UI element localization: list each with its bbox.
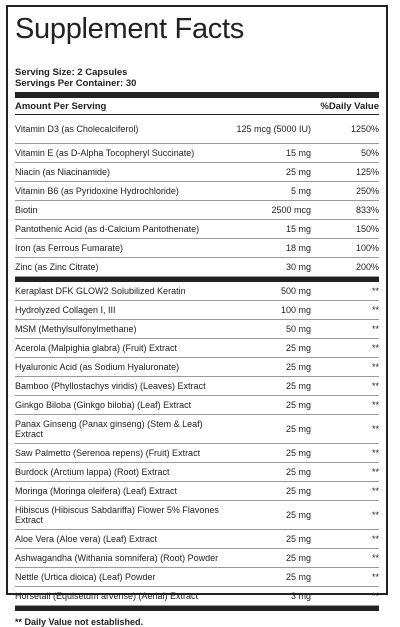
ingredient-name: Vitamin E (as D-Alpha Tocopheryl Succinate) xyxy=(15,147,195,158)
ingredient-daily-value: ** xyxy=(371,571,379,582)
ingredient-daily-value: ** xyxy=(371,361,379,372)
ingredient-row xyxy=(15,220,379,239)
ingredient-daily-value: ** xyxy=(371,447,379,458)
ingredient-row xyxy=(15,482,379,501)
ingredient-amount: 25 mg xyxy=(285,509,311,520)
column-header-row xyxy=(15,98,379,114)
ingredient-amount: 3 mg xyxy=(290,590,311,601)
ingredient-amount: 25 mg xyxy=(285,552,311,563)
ingredient-name: Hydrolyzed Collagen I, III xyxy=(15,304,116,315)
ingredient-amount: 500 mg xyxy=(280,285,311,296)
daily-value-header: %Daily Value xyxy=(320,100,379,112)
ingredient-daily-value: ** xyxy=(371,342,379,353)
footnote: ** Daily Value not established. xyxy=(15,617,144,627)
ingredient-daily-value: ** xyxy=(371,590,379,601)
ingredient-name: Burdock (Arctium lappa) (Root) Extract xyxy=(15,466,170,477)
ingredient-name: Vitamin B6 (as Pyridoxine Hydrochloride) xyxy=(15,185,179,196)
ingredient-row xyxy=(15,339,379,358)
ingredient-daily-value: 833% xyxy=(355,204,379,215)
ingredient-name: Zinc (as Zinc Citrate) xyxy=(15,261,99,272)
section-divider-bottom xyxy=(15,606,379,611)
ingredient-daily-value: ** xyxy=(371,533,379,544)
ingredient-daily-value: ** xyxy=(371,552,379,563)
supplement-facts-panel xyxy=(6,5,388,627)
ingredient-daily-value: ** xyxy=(371,485,379,496)
amount-per-serving-header: Amount Per Serving xyxy=(15,100,107,112)
serving-size: Serving Size: 2 Capsules xyxy=(15,67,128,78)
ingredient-row xyxy=(15,163,379,182)
ingredient-amount: 30 mg xyxy=(285,261,311,272)
ingredient-daily-value: ** xyxy=(371,323,379,334)
ingredient-name: Horsetail (Equisetum arvense) (Aerial) Extract xyxy=(15,590,199,601)
ingredient-name: Ashwagandha (Withania somnifera) (Root) Powder xyxy=(15,552,219,563)
ingredient-name: Acerola (Malpighia glabra) (Fruit) Extract xyxy=(15,342,178,353)
ingredient-name: MSM (Methylsulfonylmethane) xyxy=(15,323,137,334)
ingredient-amount: 25 mg xyxy=(285,380,311,391)
ingredient-row xyxy=(15,239,379,258)
ingredient-row xyxy=(15,530,379,549)
ingredient-daily-value: 250% xyxy=(355,185,379,196)
ingredient-daily-value: ** xyxy=(371,466,379,477)
ingredient-amount: 25 mg xyxy=(285,447,311,458)
ingredient-row xyxy=(15,201,379,220)
ingredient-row xyxy=(15,282,379,301)
panel-title: Supplement Facts xyxy=(15,13,244,45)
ingredient-name: Keraplast DFK GLOW2 Solubilized Keratin xyxy=(15,285,186,296)
ingredient-row xyxy=(15,396,379,415)
ingredient-name: Hyaluronic Acid (as Sodium Hyaluronate) xyxy=(15,361,180,372)
ingredient-amount: 25 mg xyxy=(285,399,311,410)
ingredient-amount: 25 mg xyxy=(285,166,311,177)
ingredient-daily-value: 125% xyxy=(355,166,379,177)
vitamin-list xyxy=(15,115,379,277)
ingredient-name: Moringa (Moringa oleifera) (Leaf) Extract xyxy=(15,485,178,496)
ingredient-name: Pantothenic Acid (as d-Calcium Pantothenate) xyxy=(15,223,200,234)
ingredient-row xyxy=(15,568,379,587)
ingredient-daily-value: 150% xyxy=(355,223,379,234)
ingredient-name: Bamboo (Phyllostachys viridis) (Leaves) Extract xyxy=(15,380,206,391)
ingredient-amount: 18 mg xyxy=(285,242,311,253)
ingredient-row xyxy=(15,415,379,444)
ingredient-daily-value: ** xyxy=(371,423,379,434)
ingredient-name: Vitamin D3 (as Cholecalciferol) xyxy=(15,123,139,134)
ingredient-amount: 15 mg xyxy=(285,147,311,158)
ingredient-row xyxy=(15,358,379,377)
ingredient-name: Biotin xyxy=(15,204,38,215)
ingredient-row xyxy=(15,115,379,144)
ingredient-row xyxy=(15,377,379,396)
ingredient-list xyxy=(15,282,379,606)
ingredient-daily-value: 200% xyxy=(355,261,379,272)
ingredient-amount: 25 mg xyxy=(285,485,311,496)
ingredient-name: Ginkgo Biloba (Ginkgo biloba) (Leaf) Extract xyxy=(15,399,192,410)
ingredient-name: Saw Palmetto (Serenoa repens) (Fruit) Extract xyxy=(15,447,201,458)
ingredient-amount: 25 mg xyxy=(285,342,311,353)
ingredient-name: Aloe Vera (Aloe vera) (Leaf) Extract xyxy=(15,533,158,544)
ingredient-amount: 25 mg xyxy=(285,361,311,372)
ingredient-row xyxy=(15,549,379,568)
servings-per-container: Servings Per Container: 30 xyxy=(15,78,137,89)
ingredient-daily-value: 50% xyxy=(360,147,379,158)
ingredient-row xyxy=(15,182,379,201)
ingredient-amount: 25 mg xyxy=(285,423,311,434)
ingredient-daily-value: ** xyxy=(371,380,379,391)
ingredient-row xyxy=(15,587,379,606)
ingredient-daily-value: ** xyxy=(371,399,379,410)
ingredient-row xyxy=(15,144,379,163)
ingredient-daily-value: ** xyxy=(371,285,379,296)
ingredient-row xyxy=(15,444,379,463)
ingredient-amount: 50 mg xyxy=(285,323,311,334)
ingredient-row xyxy=(15,320,379,339)
ingredient-daily-value: 1250% xyxy=(350,123,379,134)
ingredient-amount: 125 mcg (5000 IU) xyxy=(236,123,311,134)
ingredient-row xyxy=(15,501,379,530)
ingredient-name: Nettle (Urtica dioica) (Leaf) Powder xyxy=(15,571,156,582)
ingredient-name: Panax Ginseng (Panax ginseng) (Stem & Leaf) Extract xyxy=(15,418,203,439)
ingredient-name: Hibiscus (Hibiscus Sabdariffa) Flower 5% Flavones Extract xyxy=(15,504,219,525)
ingredient-amount: 5 mg xyxy=(290,185,311,196)
ingredient-daily-value: 100% xyxy=(355,242,379,253)
ingredient-row xyxy=(15,463,379,482)
ingredient-amount: 25 mg xyxy=(285,533,311,544)
ingredient-daily-value: ** xyxy=(371,304,379,315)
ingredient-name: Niacin (as Niacinamide) xyxy=(15,166,111,177)
ingredient-amount: 25 mg xyxy=(285,571,311,582)
ingredient-amount: 100 mg xyxy=(280,304,311,315)
ingredient-amount: 15 mg xyxy=(285,223,311,234)
ingredient-name: Iron (as Ferrous Fumarate) xyxy=(15,242,124,253)
ingredient-amount: 2500 mcg xyxy=(271,204,311,215)
ingredient-row xyxy=(15,301,379,320)
ingredient-daily-value: ** xyxy=(371,509,379,520)
ingredient-amount: 25 mg xyxy=(285,466,311,477)
ingredient-row xyxy=(15,258,379,277)
